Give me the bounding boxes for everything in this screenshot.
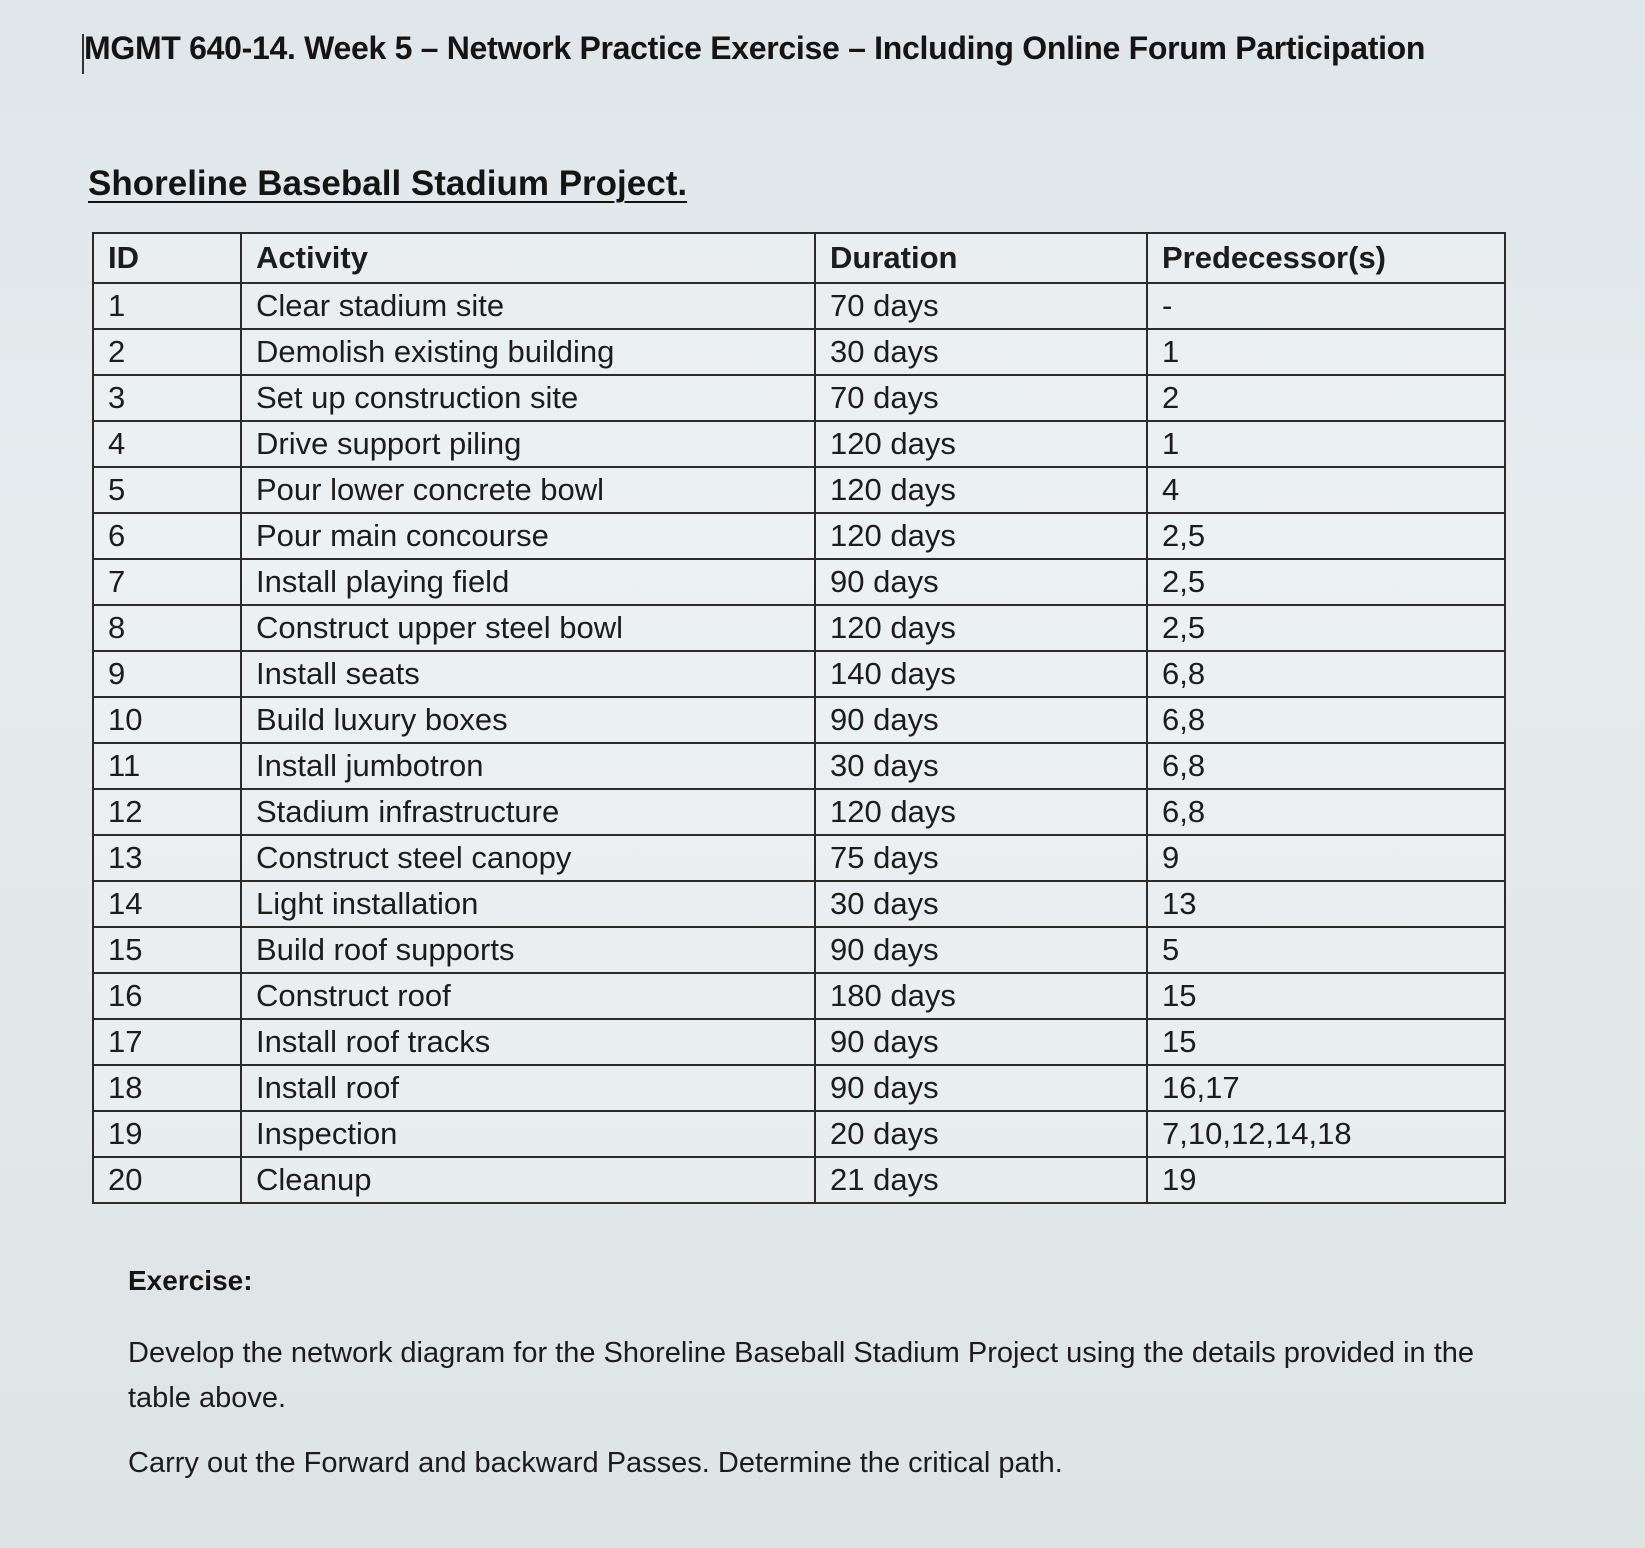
cell-id: 15 xyxy=(93,927,241,973)
cell-id: 12 xyxy=(93,789,241,835)
cell-duration: 90 days xyxy=(815,697,1147,743)
cell-duration: 120 days xyxy=(815,513,1147,559)
cell-id: 5 xyxy=(93,467,241,513)
cell-duration: 120 days xyxy=(815,605,1147,651)
cell-activity: Construct roof xyxy=(241,973,815,1019)
cell-predecessors: 6,8 xyxy=(1147,697,1505,743)
exercise-paragraph-network: Develop the network diagram for the Shoreline Baseball Stadium Project using the details provided in the table above. xyxy=(128,1337,1475,1414)
cell-activity: Install roof xyxy=(241,1065,815,1111)
cell-id: 2 xyxy=(93,329,241,375)
cell-id: 18 xyxy=(93,1065,241,1111)
cell-predecessors: 9 xyxy=(1147,835,1505,881)
table-row xyxy=(93,651,1505,697)
cell-activity: Cleanup xyxy=(241,1157,815,1203)
table-row xyxy=(93,881,1505,927)
cell-id: 10 xyxy=(93,697,241,743)
cell-duration: 30 days xyxy=(815,881,1147,927)
cell-predecessors: 2,5 xyxy=(1147,513,1505,559)
activity-table-container xyxy=(92,232,1504,1204)
cell-predecessors: 7,10,12,14,18 xyxy=(1147,1111,1505,1157)
cell-duration: 90 days xyxy=(815,927,1147,973)
cell-predecessors: 15 xyxy=(1147,1019,1505,1065)
cell-duration: 30 days xyxy=(815,743,1147,789)
cell-id: 14 xyxy=(93,881,241,927)
cell-duration: 140 days xyxy=(815,651,1147,697)
cell-activity: Build luxury boxes xyxy=(241,697,815,743)
cell-id: 9 xyxy=(93,651,241,697)
cell-predecessors: - xyxy=(1147,283,1505,329)
cell-predecessors: 2,5 xyxy=(1147,605,1505,651)
table-row xyxy=(93,1111,1505,1157)
cell-duration: 90 days xyxy=(815,559,1147,605)
table-row xyxy=(93,789,1505,835)
table-row xyxy=(93,927,1505,973)
header-activity: Activity xyxy=(241,233,815,283)
cell-activity: Pour lower concrete bowl xyxy=(241,467,815,513)
cell-duration: 75 days xyxy=(815,835,1147,881)
cell-id: 20 xyxy=(93,1157,241,1203)
cell-activity: Construct steel canopy xyxy=(241,835,815,881)
table-row xyxy=(93,559,1505,605)
table-row xyxy=(93,375,1505,421)
table-row xyxy=(93,467,1505,513)
table-body xyxy=(93,283,1505,1203)
cell-activity: Drive support piling xyxy=(241,421,815,467)
cell-duration: 90 days xyxy=(815,1065,1147,1111)
table-row xyxy=(93,421,1505,467)
cell-id: 19 xyxy=(93,1111,241,1157)
cell-predecessors: 6,8 xyxy=(1147,743,1505,789)
table-row xyxy=(93,513,1505,559)
cell-predecessors: 1 xyxy=(1147,329,1505,375)
table-row xyxy=(93,835,1505,881)
exercise-section xyxy=(128,1265,1508,1506)
cell-predecessors: 5 xyxy=(1147,927,1505,973)
cell-activity: Install jumbotron xyxy=(241,743,815,789)
cell-duration: 70 days xyxy=(815,283,1147,329)
cell-predecessors: 16,17 xyxy=(1147,1065,1505,1111)
header-duration: Duration xyxy=(815,233,1147,283)
cell-id: 8 xyxy=(93,605,241,651)
cell-id: 7 xyxy=(93,559,241,605)
cell-activity: Install roof tracks xyxy=(241,1019,815,1065)
cell-duration: 120 days xyxy=(815,789,1147,835)
cell-activity: Set up construction site xyxy=(241,375,815,421)
cell-duration: 120 days xyxy=(815,467,1147,513)
cell-predecessors: 6,8 xyxy=(1147,789,1505,835)
cell-id: 13 xyxy=(93,835,241,881)
cell-predecessors: 13 xyxy=(1147,881,1505,927)
table-row xyxy=(93,1065,1505,1111)
document-title: MGMT 640-14. Week 5 – Network Practice Exercise – Including Online Forum Participation xyxy=(84,30,1426,66)
cell-id: 4 xyxy=(93,421,241,467)
cell-predecessors: 2,5 xyxy=(1147,559,1505,605)
cell-activity: Clear stadium site xyxy=(241,283,815,329)
cell-id: 1 xyxy=(93,283,241,329)
cell-activity: Light installation xyxy=(241,881,815,927)
cell-activity: Inspection xyxy=(241,1111,815,1157)
activity-table xyxy=(92,232,1506,1204)
table-row xyxy=(93,743,1505,789)
exercise-paragraph-passes: Carry out the Forward and backward Passes. Determine the critical path. xyxy=(128,1447,1063,1479)
cell-id: 6 xyxy=(93,513,241,559)
cell-id: 3 xyxy=(93,375,241,421)
table-row xyxy=(93,1019,1505,1065)
cell-duration: 20 days xyxy=(815,1111,1147,1157)
cell-duration: 120 days xyxy=(815,421,1147,467)
cell-duration: 90 days xyxy=(815,1019,1147,1065)
cell-activity: Construct upper steel bowl xyxy=(241,605,815,651)
table-row xyxy=(93,283,1505,329)
header-predecessors: Predecessor(s) xyxy=(1147,233,1505,283)
table-row xyxy=(93,1157,1505,1203)
table-row xyxy=(93,697,1505,743)
table-header-row xyxy=(93,233,1505,283)
cell-activity: Install playing field xyxy=(241,559,815,605)
cell-duration: 21 days xyxy=(815,1157,1147,1203)
cell-predecessors: 2 xyxy=(1147,375,1505,421)
cell-id: 11 xyxy=(93,743,241,789)
cell-activity: Pour main concourse xyxy=(241,513,815,559)
table-row xyxy=(93,329,1505,375)
header-id: ID xyxy=(93,233,241,283)
section-title: Shoreline Baseball Stadium Project. xyxy=(88,164,688,203)
cell-activity: Build roof supports xyxy=(241,927,815,973)
cell-predecessors: 4 xyxy=(1147,467,1505,513)
cell-duration: 180 days xyxy=(815,973,1147,1019)
cell-predecessors: 1 xyxy=(1147,421,1505,467)
cell-activity: Stadium infrastructure xyxy=(241,789,815,835)
cell-id: 16 xyxy=(93,973,241,1019)
table-row xyxy=(93,605,1505,651)
cell-predecessors: 19 xyxy=(1147,1157,1505,1203)
cell-activity: Install seats xyxy=(241,651,815,697)
table-row xyxy=(93,973,1505,1019)
cell-predecessors: 6,8 xyxy=(1147,651,1505,697)
cell-predecessors: 15 xyxy=(1147,973,1505,1019)
cell-duration: 70 days xyxy=(815,375,1147,421)
cell-activity: Demolish existing building xyxy=(241,329,815,375)
exercise-heading: Exercise: xyxy=(128,1265,253,1296)
cell-duration: 30 days xyxy=(815,329,1147,375)
cell-id: 17 xyxy=(93,1019,241,1065)
